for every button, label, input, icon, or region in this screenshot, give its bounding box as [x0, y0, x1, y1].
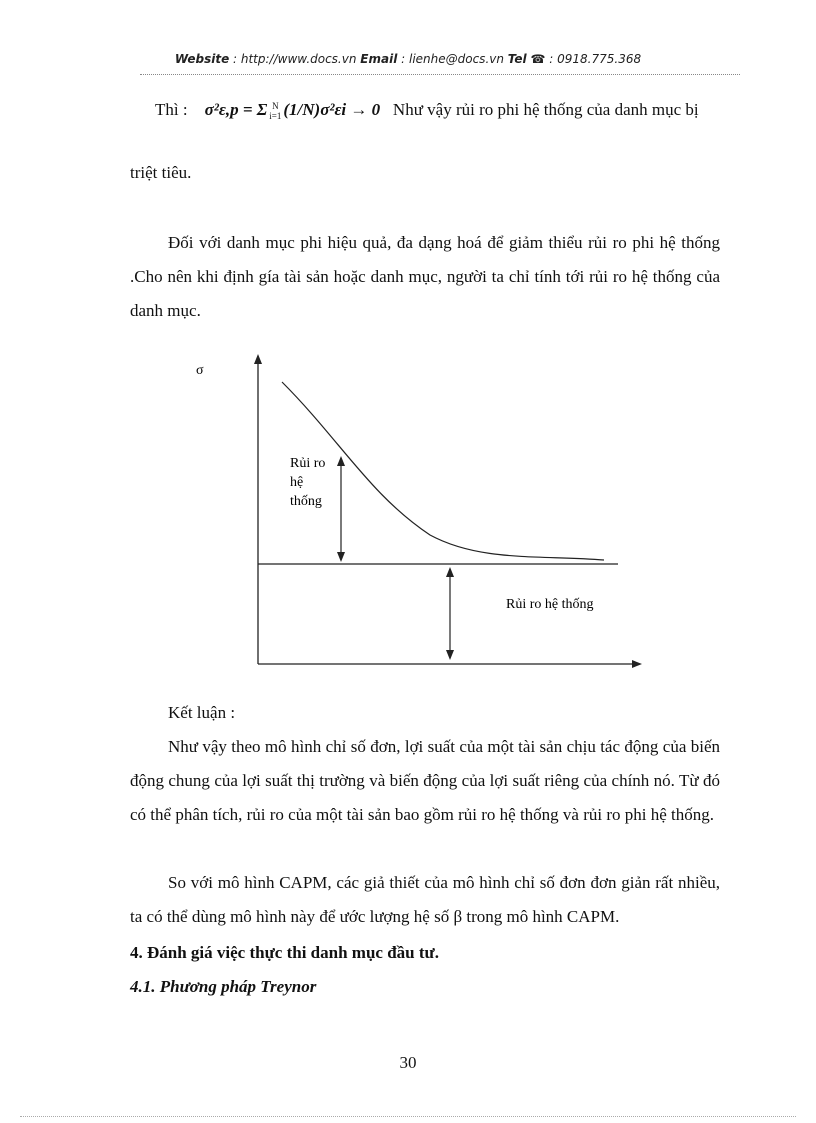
- page-number: 30: [399, 1053, 417, 1072]
- phone-icon: ☎: [530, 52, 546, 66]
- x-axis-arrowhead: [632, 660, 642, 668]
- email-label: Email: [360, 52, 398, 66]
- sum-limits: [269, 101, 281, 121]
- y-axis-arrowhead: [254, 354, 262, 364]
- tel-value: : 0918.775.368: [545, 52, 642, 66]
- section-heading-4-1: 4.1. Phương pháp Treynor: [130, 977, 317, 996]
- website-label: Website: [174, 52, 230, 66]
- formula-lhs: σ²ε,p = Σ: [204, 100, 268, 119]
- lower-arrow-head-bottom: [446, 650, 454, 660]
- sum-bottom: i=1: [269, 111, 282, 122]
- formula-line: [155, 100, 699, 121]
- upper-arrow-head-bottom: [337, 552, 345, 562]
- total-risk-curve: [282, 382, 604, 560]
- risk-diagram: [180, 350, 660, 680]
- paragraph-3: Như vậy theo mô hình chỉ số đơn, lợi suất của một tài sản chịu tác động của biến động chung của lợi suất thị trường và biến động của lợi suất riêng của chính nó. Từ đó có thể phân tích, rủi ro của một tài sản bao gồm rủi ro hệ thống và rủi ro phi hệ thống.: [130, 737, 720, 824]
- lower-label: Rủi ro hệ thống: [506, 597, 594, 612]
- y-axis-label: σ: [196, 363, 204, 378]
- page-header: [0, 52, 816, 66]
- paragraph-2: Đối với danh mục phi hiệu quả, đa dạng hoá để giảm thiểu rủi ro phi hệ thống .Cho nên khi định gía tài sản hoặc danh mục, người ta chỉ tính tới rủi ro hệ thống của danh mục.: [130, 233, 720, 320]
- website-value: : http://www.docs.vn: [229, 52, 361, 66]
- formula-rhs: σ²εi → 0: [320, 100, 381, 119]
- formula-fraction: (1/N): [283, 100, 321, 119]
- formula-tail: Như vậy rủi ro phi hệ thống của danh mục bị: [392, 100, 699, 119]
- sum-top: N: [272, 101, 279, 112]
- upper-arrow-head-top: [337, 456, 345, 466]
- footer-divider: [20, 1116, 796, 1117]
- tel-label: Tel: [507, 52, 527, 66]
- email-value: : lienhe@docs.vn: [397, 52, 508, 66]
- upper-label-line1: Rủi ro: [290, 456, 326, 471]
- upper-label-line2: hệ: [290, 475, 304, 490]
- paragraph-4: So với mô hình CAPM, các giả thiết của mô hình chỉ số đơn đơn giản rất nhiều, ta có thể dùng mô hình này để ước lượng hệ số β trong mô hình CAPM.: [130, 873, 720, 926]
- formula-prefix: Thì :: [155, 100, 188, 119]
- paragraph-1-continuation: triệt tiêu.: [130, 163, 192, 182]
- section-heading-4: 4. Đánh giá việc thực thi danh mục đầu tư.: [130, 943, 439, 962]
- upper-label-line3: thống: [290, 494, 322, 509]
- header-divider: [140, 74, 740, 75]
- conclusion-label: Kết luận :: [168, 703, 236, 722]
- lower-arrow-head-top: [446, 567, 454, 577]
